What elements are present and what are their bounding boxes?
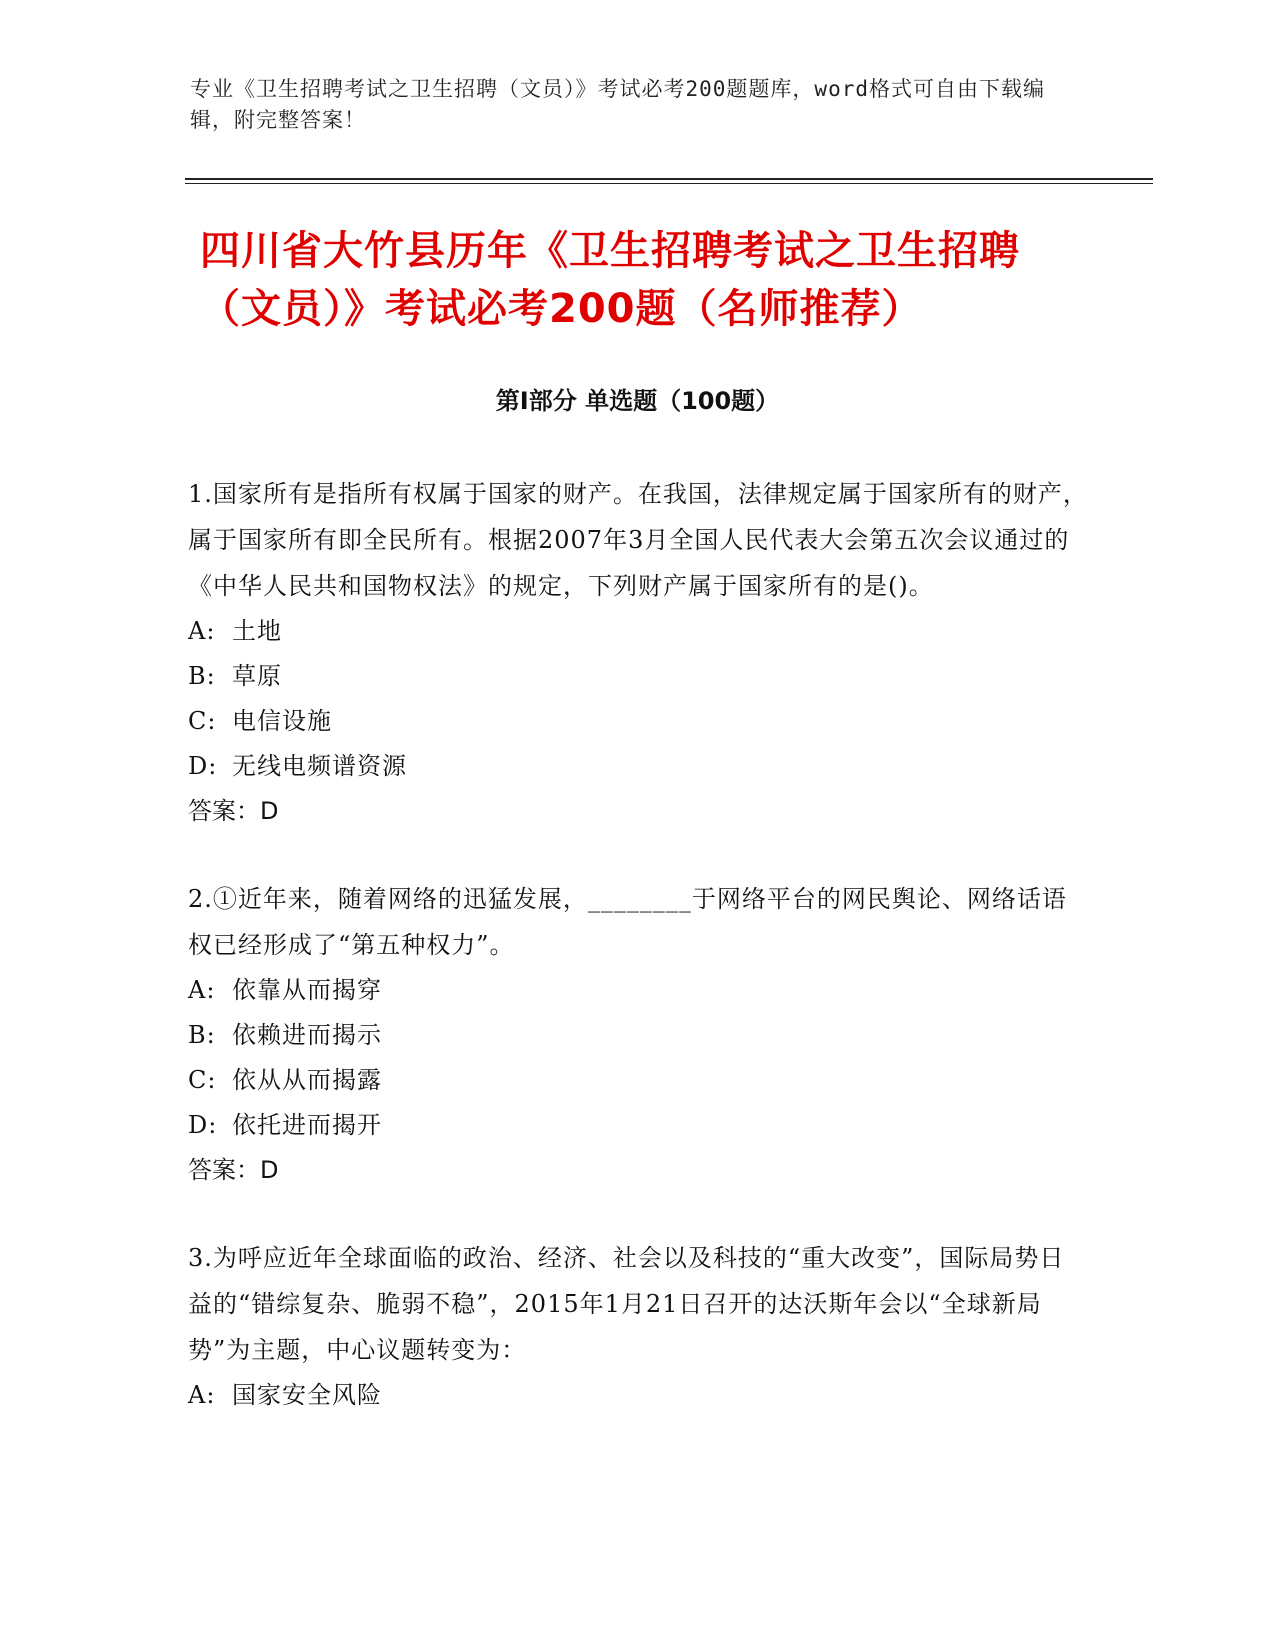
option-key: B: [188, 662, 216, 690]
option-key: C: [188, 707, 217, 735]
header-divider [185, 178, 1153, 180]
question-2 [188, 876, 1088, 1193]
option-b [188, 654, 1088, 699]
option-text: 依从从而揭露 [232, 1066, 382, 1094]
option-key: A: [188, 1381, 216, 1409]
question-stem: 3.为呼应近年全球面临的政治、经济、社会以及科技的“重大改变”，国际局势日益的“错综复杂、脆弱不稳”，2015年1月21日召开的达沃斯年会以“全球新局势”为主题，中心议题转变为： [188, 1244, 1065, 1364]
answer: 答案：D [188, 1156, 279, 1184]
option-key: A: [188, 976, 216, 1004]
header-divider-thin [185, 183, 1153, 184]
question-stem: 1.国家所有是指所有权属于国家的财产。在我国，法律规定属于国家所有的财产，属于国家所有即全民所有。根据2007年3月全国人民代表大会第五次会议通过的《中华人民共和国物权法》的规定，下列财产属于国家所有的是()。 [188, 480, 1088, 600]
option-c [188, 1058, 1088, 1103]
question-3 [188, 1235, 1088, 1418]
option-key: B: [188, 1021, 216, 1049]
question-1 [188, 471, 1088, 834]
option-a [188, 1373, 1088, 1418]
option-d [188, 1103, 1088, 1148]
option-text: 电信设施 [232, 707, 332, 735]
answer: 答案：D [188, 797, 279, 825]
question-list [188, 471, 1088, 1460]
option-a [188, 609, 1088, 654]
document-title: 四川省大竹县历年《卫生招聘考试之卫生招聘（文员）》考试必考200题（名师推荐） [200, 228, 1020, 332]
option-text: 依托进而揭开 [232, 1111, 382, 1139]
option-key: D: [188, 1111, 218, 1139]
option-key: D: [188, 752, 218, 780]
option-c [188, 699, 1088, 744]
option-text: 无线电频谱资源 [232, 752, 407, 780]
section-title: 第I部分 单选题（100题） [495, 387, 780, 415]
header-note: 专业《卫生招聘考试之卫生招聘（文员）》考试必考200题题库，word格式可自由下载编辑，附完整答案！ [190, 77, 1045, 132]
option-text: 国家安全风险 [232, 1381, 382, 1409]
question-stem: 2.①近年来，随着网络的迅猛发展，________于网络平台的网民舆论、网络话语权已经形成了“第五种权力”。 [188, 885, 1067, 959]
option-a [188, 968, 1088, 1013]
option-key: C: [188, 1066, 217, 1094]
option-text: 土地 [232, 617, 282, 645]
option-text: 依赖进而揭示 [232, 1021, 382, 1049]
option-text: 依靠从而揭穿 [232, 976, 382, 1004]
option-b [188, 1013, 1088, 1058]
option-key: A: [188, 617, 216, 645]
option-d [188, 744, 1088, 789]
option-text: 草原 [232, 662, 282, 690]
